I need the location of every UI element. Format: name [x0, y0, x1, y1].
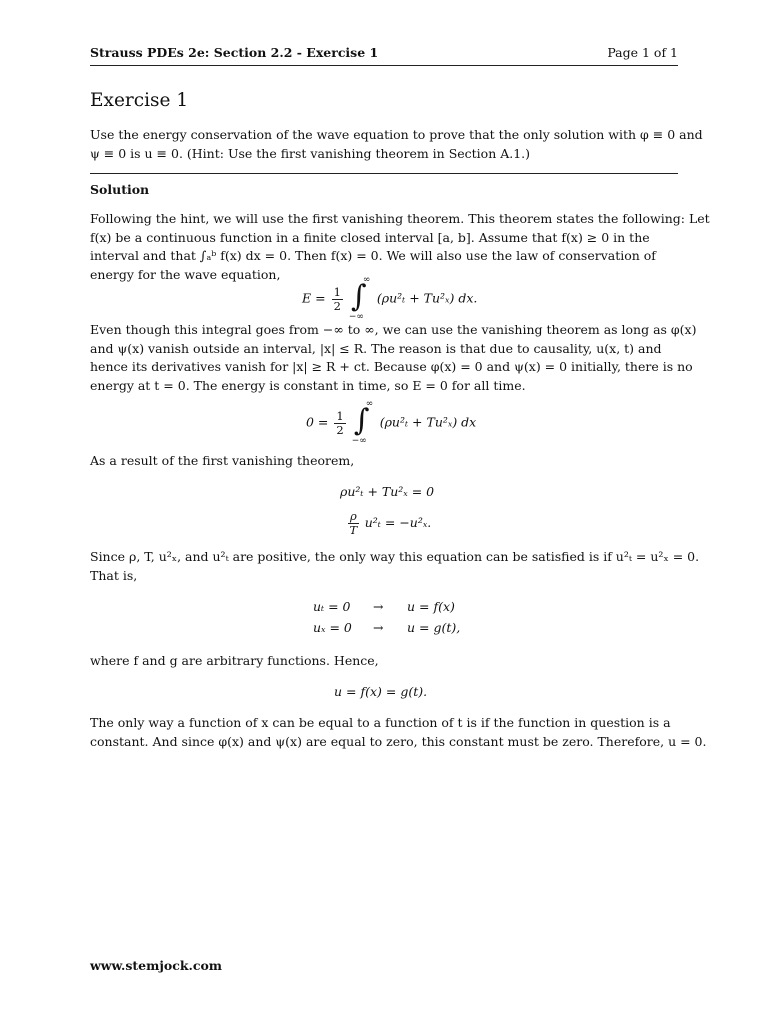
integral-symbol: ∫ — [350, 279, 367, 314]
text-line: As a result of the first vanishing theorem, — [90, 453, 355, 468]
text-line: where f and g are arbitrary functions. Hence, — [90, 653, 379, 668]
solution-paragraph-4 — [90, 548, 700, 585]
header-divider — [90, 65, 678, 66]
integral-sign — [348, 275, 373, 322]
sum-equation — [340, 484, 434, 499]
implication-right: u = f(x) — [406, 599, 455, 614]
final-equation — [334, 684, 427, 699]
text-line: hence its derivatives vanish for |x| ≥ R + ct. Because φ(x) = 0 and ψ(x) = 0 initially, there is no — [90, 359, 693, 375]
integrand: (ρu²ₜ + Tu²ₓ) dx. — [376, 290, 478, 306]
text-line: Following the hint, we will use the first vanishing theorem. This theorem states the following: Let — [90, 211, 710, 226]
text-line: and ψ(x) vanish outside an interval, |x| ≤ R. The reason is that due to causality, u(x, t) and — [90, 340, 662, 356]
text-line: f(x) be a continuous function in a finite closed interval [a, b]. Assume that f(x) ≥ 0 in the — [90, 229, 650, 245]
text-line: Even though this integral goes from −∞ to ∞, we can use the vanishing theorem as long as φ(x) — [90, 322, 697, 337]
implication-left: uₓ = 0 — [313, 620, 352, 635]
equation-text: ρu²ₜ + Tu²ₓ = 0 — [340, 484, 435, 499]
problem-line: Use the energy conservation of the wave equation to prove that the only solution with φ ≡ 0 and — [90, 127, 703, 142]
solution-paragraph-2 — [90, 321, 697, 395]
implication-right: u = g(t), — [406, 620, 461, 635]
solution-paragraph-1 — [90, 210, 710, 284]
page-number: Page 1 of 1 — [607, 45, 678, 60]
arrow-icon: → — [372, 620, 384, 635]
eq-lhs: 0 = — [306, 414, 329, 430]
fraction-numerator: 1 — [336, 408, 344, 423]
fraction-numerator: 1 — [333, 284, 341, 299]
equation-text: u = f(x) = g(t). — [334, 684, 428, 699]
energy-equation — [302, 275, 478, 322]
fraction-denominator: 2 — [336, 422, 344, 437]
solution-divider — [90, 173, 678, 174]
solution-heading: Solution — [90, 182, 150, 197]
problem-line: ψ ≡ 0 is u ≡ 0. (Hint: Use the first vanishing theorem in Section A.1.) — [90, 145, 531, 161]
integral-upper-limit: ∞ — [365, 399, 374, 409]
fraction-denominator: T — [349, 523, 358, 537]
problem-statement — [90, 126, 703, 163]
implication-row — [313, 599, 455, 614]
eq-lhs: E = — [302, 290, 326, 306]
equation-text: u²ₜ = −u²ₓ. — [364, 515, 432, 530]
integral-lower-limit: −∞ — [351, 436, 367, 446]
footer-link[interactable]: www.stemjock.com — [90, 958, 223, 973]
fraction — [334, 410, 345, 437]
text-line: interval and that ∫ₐᵇ f(x) dx = 0. Then f(x) = 0. We will also use the law of conservation of — [90, 248, 656, 264]
header-title: Strauss PDEs 2e: Section 2.2 - Exercise 1 — [90, 45, 379, 60]
integrand: (ρu²ₜ + Tu²ₓ) dx — [379, 414, 477, 430]
fraction — [332, 286, 343, 313]
zero-energy-equation — [306, 399, 477, 446]
solution-paragraph-3 — [90, 452, 678, 471]
integral-sign — [351, 399, 376, 446]
implication-row — [313, 620, 460, 635]
integral-upper-limit: ∞ — [362, 275, 371, 285]
text-line: The only way a function of x can be equal to a function of t is if the function in question is a — [90, 715, 671, 730]
integral-symbol: ∫ — [353, 403, 370, 438]
text-line: energy for the wave equation, — [90, 266, 281, 282]
text-line: constant. And since φ(x) and ψ(x) are equal to zero, this constant must be zero. Therefore, u = 0. — [90, 733, 707, 749]
exercise-title: Exercise 1 — [90, 90, 189, 111]
solution-paragraph-6 — [90, 714, 707, 751]
implication-left: uₜ = 0 — [313, 599, 351, 614]
fraction-numerator: ρ — [350, 509, 357, 523]
text-line: Since ρ, T, u²ₓ, and u²ₜ are positive, the only way this equation can be satisfied is if u²ₜ = u²ₓ = 0. — [90, 549, 700, 564]
text-line: That is, — [90, 567, 138, 583]
integral-lower-limit: −∞ — [348, 312, 364, 322]
ratio-equation — [346, 510, 431, 537]
page-header — [90, 45, 678, 63]
solution-paragraph-5 — [90, 652, 678, 671]
arrow-icon: → — [372, 599, 384, 614]
text-line: energy at t = 0. The energy is constant in time, so E = 0 for all time. — [90, 377, 526, 393]
fraction-denominator: 2 — [333, 298, 341, 313]
fraction — [348, 510, 359, 537]
